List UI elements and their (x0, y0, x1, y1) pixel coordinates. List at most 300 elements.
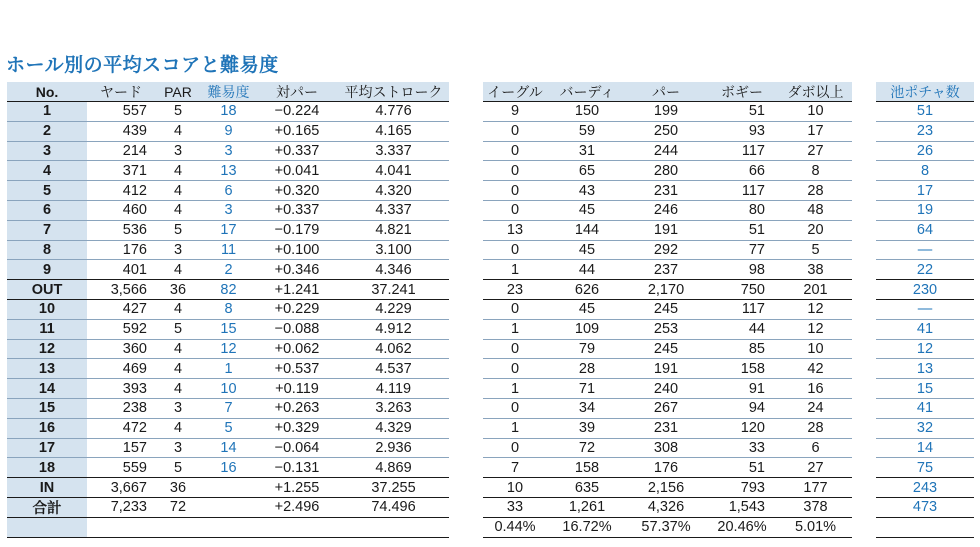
par-count-cell: 191 (653, 360, 679, 377)
bogey-cell: 120 (740, 420, 765, 437)
avg-stroke-cell: 3.337 (375, 142, 412, 159)
avg-stroke-cell: 37.255 (371, 479, 416, 496)
bogey-cell: 98 (748, 261, 765, 278)
yard-cell: 592 (122, 321, 147, 338)
difficulty-cell: 13 (220, 162, 237, 179)
eagle-cell: 0 (510, 182, 520, 199)
hole-number: 6 (7, 201, 87, 220)
eagle-cell: 0 (510, 123, 520, 140)
vs-par-cell: +0.320 (274, 182, 320, 199)
hole-number: 12 (7, 340, 87, 359)
vs-par-cell: +0.229 (274, 301, 320, 318)
pond-cell: — (917, 301, 933, 318)
bogey-cell: 51 (748, 459, 765, 476)
bogey-cell: 66 (748, 162, 765, 179)
table-row (483, 221, 852, 241)
table-row (7, 161, 449, 181)
table-row (876, 419, 974, 439)
birdie-cell: 626 (574, 281, 600, 298)
table-row (876, 439, 974, 459)
table-row (876, 221, 974, 241)
yard-cell: 176 (122, 241, 147, 258)
table-row (7, 439, 449, 459)
birdie-cell: 65 (578, 162, 596, 179)
eagle-cell: 1 (510, 420, 520, 437)
hole-number: 7 (7, 221, 87, 240)
eagle-cell: 0 (510, 340, 520, 357)
hole-number: IN (7, 478, 87, 497)
table-row (483, 478, 852, 498)
par-count-cell: 246 (653, 202, 679, 219)
double-cell: 12 (807, 301, 824, 318)
vs-par-cell: −0.088 (274, 321, 320, 338)
yard-cell: 412 (122, 182, 147, 199)
par-cell: 5 (173, 321, 183, 338)
vs-par-cell: +0.165 (274, 123, 320, 140)
avg-stroke-cell: 74.496 (371, 499, 416, 516)
par-cell: 36 (169, 281, 187, 298)
percent-row-spacer (7, 518, 449, 538)
table-row (483, 280, 852, 300)
header-yard: ヤード (100, 83, 142, 100)
eagle-cell: 1 (510, 321, 520, 338)
vs-par-cell: +0.537 (274, 360, 320, 377)
difficulty-cell: 2 (224, 261, 233, 278)
difficulty-cell: 82 (220, 281, 237, 298)
yard-cell: 536 (122, 222, 147, 239)
table-row (483, 320, 852, 340)
table-row (7, 260, 449, 280)
difficulty-cell: 14 (220, 439, 237, 456)
pond-cell: 14 (916, 439, 934, 456)
table-row (876, 478, 974, 498)
table-row (483, 142, 852, 162)
par-count-cell: 237 (653, 261, 679, 278)
double-cell: 6 (811, 439, 820, 456)
pond-cell: 230 (912, 281, 938, 298)
score-table-header (483, 82, 852, 102)
pond-cell: 243 (912, 479, 938, 496)
hole-number: 5 (7, 181, 87, 200)
vs-par-cell: +0.119 (275, 380, 319, 397)
eagle-cell: 10 (506, 479, 524, 496)
avg-stroke-cell: 4.776 (375, 103, 412, 120)
pond-cell: 19 (916, 202, 934, 219)
double-cell: 10 (807, 340, 824, 357)
avg-stroke-cell: 4.229 (375, 301, 412, 318)
par-cell: 4 (173, 360, 183, 377)
vs-par-cell: +0.337 (274, 142, 320, 159)
table-row (483, 122, 852, 142)
par-count-cell: 231 (653, 182, 679, 199)
hole-number: 13 (7, 359, 87, 378)
pond-cell: 41 (916, 400, 934, 417)
hole-number: 4 (7, 161, 87, 180)
par-count-cell: 267 (653, 400, 679, 417)
table-row (876, 458, 974, 478)
eagle-cell: 33 (506, 499, 524, 516)
table-row (876, 359, 974, 379)
hole-number: 2 (7, 122, 87, 141)
bogey-cell: 51 (748, 103, 765, 120)
hole-number: 17 (7, 439, 87, 458)
yard-cell: 157 (122, 439, 147, 456)
bogey-cell: 158 (740, 360, 765, 377)
par-cell: 4 (173, 162, 183, 179)
hole-number: 合計 (7, 498, 87, 517)
eagle-cell: 1 (510, 261, 520, 278)
par-cell: 3 (173, 142, 183, 159)
double-cell: 27 (807, 142, 824, 159)
hole-number: 9 (7, 260, 87, 279)
birdie-cell: 44 (578, 261, 596, 278)
page-title: ホール別の平均スコアと難易度 (6, 55, 279, 76)
pond-cell: 32 (916, 420, 934, 437)
vs-par-cell: +2.496 (274, 499, 320, 516)
avg-stroke-cell: 2.936 (375, 439, 412, 456)
table-row (483, 260, 852, 280)
avg-stroke-cell: 4.337 (375, 202, 412, 219)
bogey-cell: 117 (741, 301, 765, 318)
eagle-cell: 13 (506, 222, 524, 239)
yard-cell: 3,667 (110, 479, 147, 496)
pond-cell: 8 (920, 162, 930, 179)
bogey-cell: 93 (748, 123, 765, 140)
table-row (7, 221, 449, 241)
birdie-cell: 45 (578, 241, 596, 258)
header-vs-par: 対パー (276, 83, 318, 100)
table-row (483, 439, 852, 459)
avg-stroke-cell: 4.537 (375, 360, 412, 377)
table-row (7, 340, 449, 360)
par-cell: 4 (173, 420, 183, 437)
double-cell: 42 (807, 360, 824, 377)
header-no: No. (35, 83, 59, 100)
table-row (7, 122, 449, 142)
double-cell: 48 (807, 202, 824, 219)
yard-cell: 3,566 (110, 281, 147, 298)
bogey-cell: 51 (748, 222, 765, 239)
avg-stroke-cell: 4.165 (375, 123, 412, 140)
table-row (876, 340, 974, 360)
table-row (483, 419, 852, 439)
bogey-cell: 91 (748, 380, 765, 397)
birdie-cell: 71 (578, 380, 596, 397)
birdie-cell: 39 (578, 420, 596, 437)
par-cell: 5 (173, 222, 183, 239)
avg-stroke-cell: 4.320 (375, 182, 412, 199)
header-par: PAR (164, 83, 192, 100)
double-cell: 28 (807, 182, 824, 199)
bogey-cell: 77 (748, 241, 765, 258)
par-count-cell: 245 (653, 340, 679, 357)
table-row (7, 359, 449, 379)
difficulty-cell: 3 (224, 142, 233, 159)
table-row (7, 379, 449, 399)
birdie-cell: 1,261 (568, 499, 606, 516)
pond-cell: 64 (916, 222, 934, 239)
pond-cell: 23 (916, 123, 934, 140)
bogey-cell: 117 (741, 182, 765, 199)
table-row (876, 320, 974, 340)
avg-stroke-cell: 4.821 (375, 222, 412, 239)
table-row (876, 241, 974, 261)
eagle-cell: 23 (506, 281, 524, 298)
table-row (7, 478, 449, 498)
double-cell: 16 (807, 380, 824, 397)
difficulty-cell: 16 (220, 459, 237, 476)
yard-cell: 371 (122, 162, 147, 179)
vs-par-cell: +1.241 (274, 281, 320, 298)
table-row (7, 458, 449, 478)
header-par-count: パー (652, 83, 680, 100)
birdie-cell: 45 (578, 202, 596, 219)
vs-par-cell: +0.329 (274, 420, 320, 437)
table-row (876, 399, 974, 419)
par-count-cell: 199 (653, 103, 679, 120)
hole-number: 11 (7, 320, 87, 339)
avg-stroke-cell: 37.241 (371, 281, 416, 298)
pond-cell: — (917, 241, 933, 258)
table-row (483, 181, 852, 201)
table-row (7, 142, 449, 162)
header-eagle: イーグル (487, 83, 543, 100)
eagle-cell: 7 (510, 459, 520, 476)
bogey-cell: 80 (748, 202, 765, 219)
table-row (876, 300, 974, 320)
table-row (483, 498, 852, 518)
avg-stroke-cell: 3.263 (375, 400, 412, 417)
par-cell: 5 (173, 459, 183, 476)
par-cell: 4 (173, 340, 183, 357)
birdie-cell: 43 (578, 182, 596, 199)
difficulty-cell: 15 (220, 321, 237, 338)
birdie-cell: 72 (578, 439, 596, 456)
eagle-cell: 0 (510, 142, 520, 159)
percent-row-label (7, 518, 87, 537)
double-percent: 5.01% (794, 519, 837, 536)
yard-cell: 427 (122, 301, 147, 318)
avg-stroke-cell: 3.100 (375, 241, 412, 258)
pond-cell: 473 (912, 499, 938, 516)
pond-cell: 22 (916, 261, 934, 278)
birdie-percent: 16.72% (562, 519, 612, 536)
par-count-cell: 191 (653, 222, 679, 239)
table-row (483, 161, 852, 181)
table-row (483, 300, 852, 320)
bogey-cell: 1,543 (728, 499, 765, 516)
table-row (876, 379, 974, 399)
birdie-cell: 34 (578, 400, 596, 417)
double-cell: 28 (807, 420, 824, 437)
avg-stroke-cell: 4.119 (375, 380, 412, 397)
vs-par-cell: +0.346 (274, 261, 320, 278)
difficulty-cell: 18 (220, 103, 237, 120)
par-count-cell: 244 (653, 142, 679, 159)
header-difficulty: 難易度 (207, 83, 250, 100)
yard-cell: 214 (122, 142, 147, 159)
bogey-cell: 750 (740, 281, 765, 298)
double-cell: 38 (807, 261, 824, 278)
par-count-cell: 2,156 (647, 479, 685, 496)
table-row (876, 498, 974, 518)
birdie-cell: 28 (578, 360, 596, 377)
double-cell: 24 (807, 400, 824, 417)
table-row (876, 280, 974, 300)
eagle-cell: 9 (510, 103, 520, 120)
double-cell: 378 (803, 499, 828, 516)
vs-par-cell: +0.062 (274, 340, 320, 357)
eagle-cell: 0 (510, 241, 520, 258)
double-cell: 8 (811, 162, 820, 179)
par-count-cell: 4,326 (647, 499, 685, 516)
pond-cell: 26 (916, 142, 934, 159)
double-cell: 27 (807, 459, 824, 476)
birdie-cell: 31 (578, 142, 596, 159)
par-cell: 3 (173, 400, 183, 417)
hole-number: OUT (7, 280, 87, 299)
par-count-cell: 2,170 (647, 281, 685, 298)
par-cell: 4 (173, 380, 183, 397)
vs-par-cell: −0.064 (274, 439, 320, 456)
percent-row-spacer (876, 518, 974, 538)
table-row (7, 181, 449, 201)
table-row (876, 181, 974, 201)
pond-cell: 51 (916, 103, 934, 120)
difficulty-cell: 10 (220, 380, 237, 397)
yard-cell: 439 (122, 123, 147, 140)
par-count-cell: 280 (653, 162, 679, 179)
par-count-cell: 292 (653, 241, 679, 258)
pond-cell: 75 (916, 459, 934, 476)
difficulty-cell: 8 (224, 301, 233, 318)
pond-table (876, 82, 974, 538)
table-row (7, 399, 449, 419)
table-row (483, 241, 852, 261)
par-cell: 4 (173, 123, 183, 140)
table-row (7, 280, 449, 300)
avg-stroke-cell: 4.346 (375, 261, 412, 278)
birdie-cell: 144 (574, 222, 600, 239)
pond-cell: 41 (916, 321, 934, 338)
par-cell: 3 (173, 241, 183, 258)
pond-cell: 17 (916, 182, 934, 199)
table-row (7, 241, 449, 261)
table-row (876, 161, 974, 181)
par-cell: 4 (173, 261, 183, 278)
difficulty-cell: 5 (224, 420, 233, 437)
eagle-percent: 0.44% (494, 519, 536, 536)
eagle-cell: 0 (510, 360, 520, 377)
birdie-cell: 109 (574, 321, 600, 338)
table-row (876, 260, 974, 280)
vs-par-cell: −0.131 (274, 459, 320, 476)
table-row (7, 102, 449, 122)
hole-number: 1 (7, 102, 87, 121)
yard-cell: 401 (122, 261, 147, 278)
hole-table (7, 82, 449, 538)
eagle-cell: 1 (510, 380, 520, 397)
double-cell: 10 (807, 103, 824, 120)
vs-par-cell: −0.224 (274, 103, 320, 120)
bogey-cell: 117 (741, 142, 765, 159)
percent-row (483, 518, 852, 538)
bogey-cell: 793 (740, 479, 765, 496)
difficulty-cell: 1 (224, 360, 233, 377)
par-cell: 4 (173, 182, 183, 199)
bogey-cell: 94 (748, 400, 765, 417)
table-row (7, 201, 449, 221)
difficulty-cell: 11 (220, 241, 237, 258)
yard-cell: 393 (122, 380, 147, 397)
table-row (876, 122, 974, 142)
avg-stroke-cell: 4.329 (375, 420, 412, 437)
par-count-cell: 245 (653, 301, 679, 318)
par-cell: 3 (173, 439, 183, 456)
par-count-cell: 240 (653, 380, 679, 397)
hole-number: 10 (7, 300, 87, 319)
eagle-cell: 0 (510, 400, 520, 417)
pond-cell: 15 (916, 380, 934, 397)
difficulty-cell: 3 (224, 202, 233, 219)
table-row (7, 300, 449, 320)
par-cell: 5 (173, 103, 183, 120)
table-row (483, 399, 852, 419)
double-cell: 201 (803, 281, 828, 298)
par-percent: 57.37% (641, 519, 691, 536)
avg-stroke-cell: 4.062 (375, 340, 412, 357)
par-cell: 4 (173, 202, 183, 219)
bogey-percent: 20.46% (717, 519, 767, 536)
header-bogey: ボギー (721, 83, 763, 100)
difficulty-cell: 6 (224, 182, 233, 199)
yard-cell: 360 (122, 340, 147, 357)
par-cell: 4 (173, 301, 183, 318)
difficulty-cell: 12 (220, 340, 237, 357)
par-count-cell: 231 (653, 420, 679, 437)
eagle-cell: 0 (510, 439, 520, 456)
table-row (7, 320, 449, 340)
double-cell: 5 (811, 241, 820, 258)
hole-table-header (7, 82, 449, 102)
par-count-cell: 253 (653, 321, 679, 338)
table-row (7, 419, 449, 439)
yard-cell: 559 (122, 459, 147, 476)
birdie-cell: 79 (578, 340, 596, 357)
yard-cell: 557 (122, 103, 147, 120)
yard-cell: 460 (122, 202, 147, 219)
hole-number: 14 (7, 379, 87, 398)
double-cell: 20 (807, 222, 824, 239)
par-cell: 72 (169, 499, 187, 516)
table-row (483, 340, 852, 360)
vs-par-cell: −0.179 (274, 222, 320, 239)
par-cell: 36 (169, 479, 187, 496)
yard-cell: 469 (122, 360, 147, 377)
table-row (483, 359, 852, 379)
score-distribution-table (483, 82, 852, 538)
hole-number: 3 (7, 142, 87, 161)
difficulty-cell: 7 (224, 400, 233, 417)
hole-number: 15 (7, 399, 87, 418)
pond-cell: 13 (916, 360, 934, 377)
eagle-cell: 0 (510, 202, 520, 219)
avg-stroke-cell: 4.869 (375, 459, 412, 476)
vs-par-cell: +0.337 (274, 202, 320, 219)
header-avg-stroke: 平均ストローク (344, 83, 443, 100)
par-count-cell: 250 (653, 123, 679, 140)
vs-par-cell: +0.100 (274, 241, 320, 258)
